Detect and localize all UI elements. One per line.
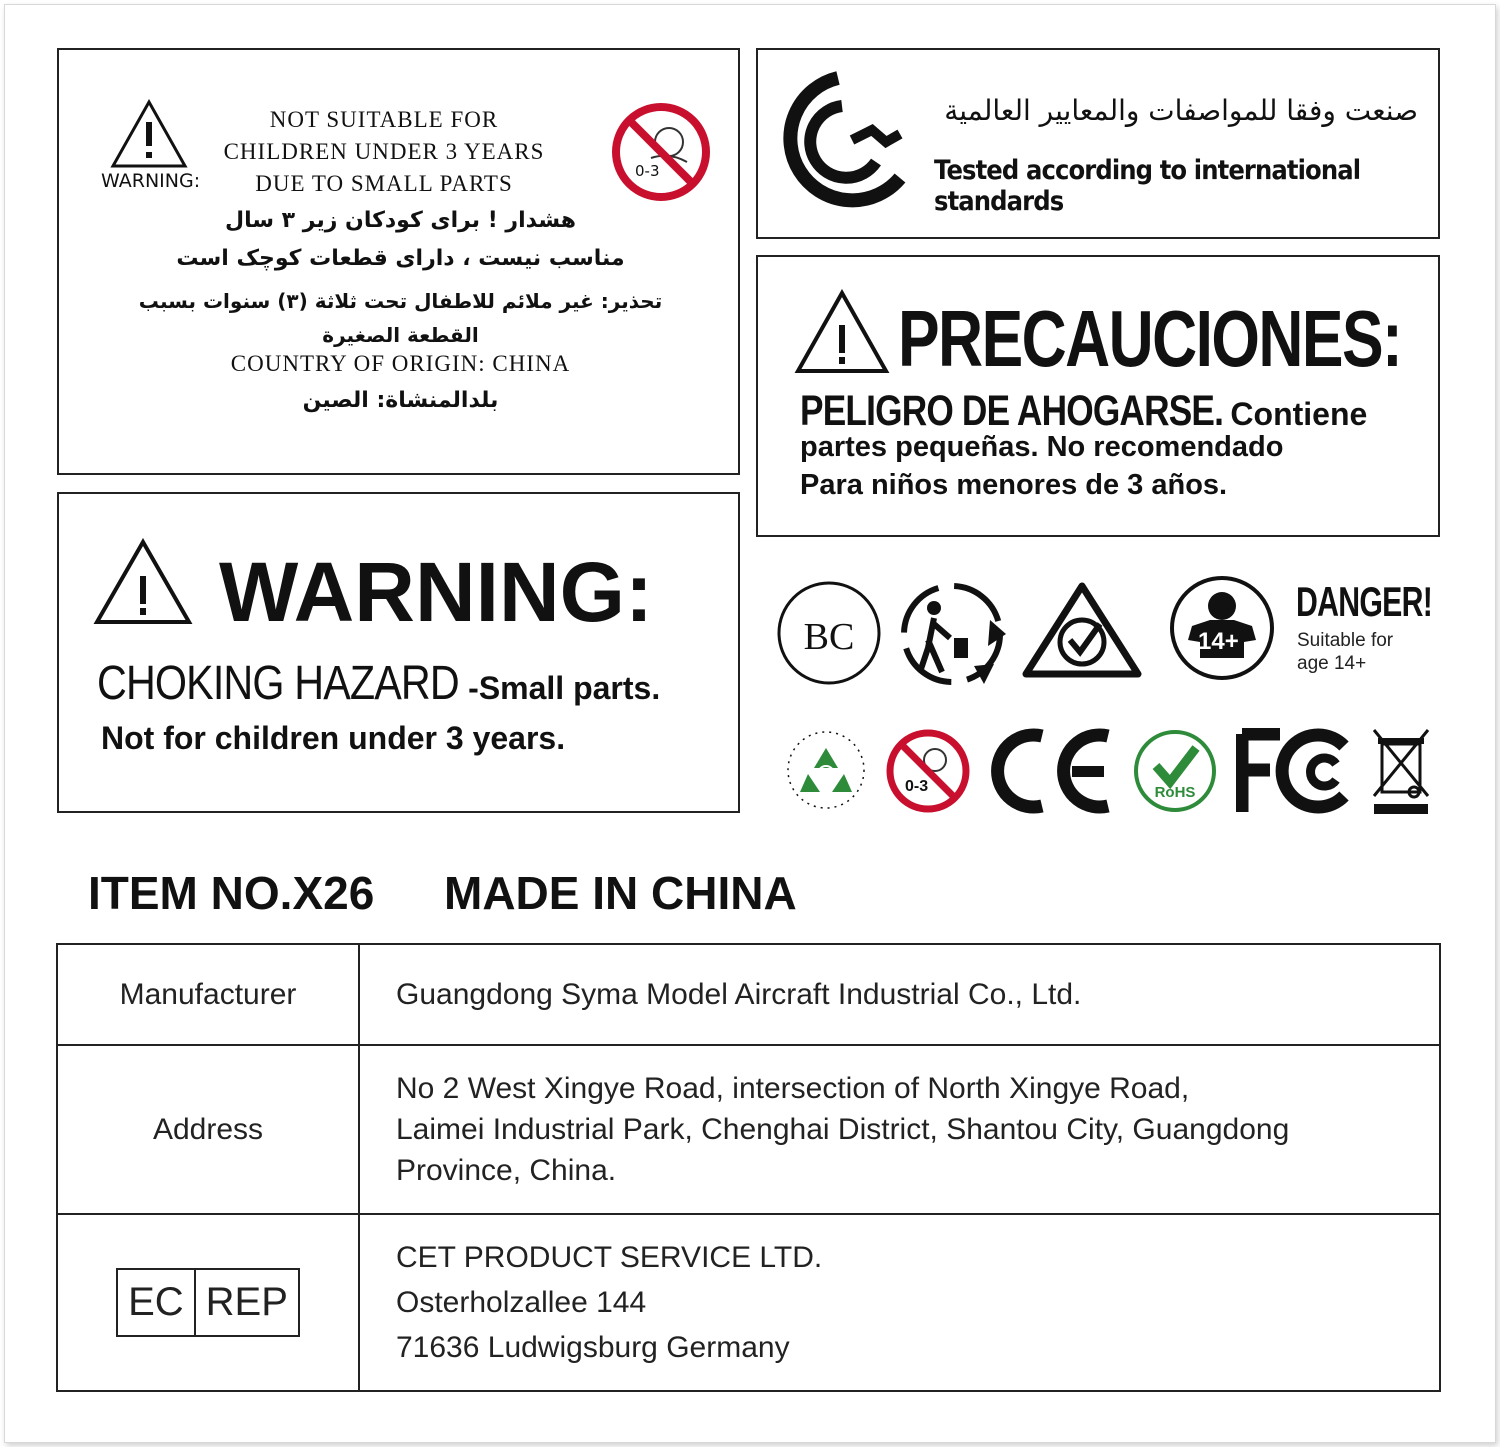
manufacturer-label: Manufacturer xyxy=(57,944,359,1045)
no-under-3-icon xyxy=(611,102,711,202)
weee-bin-icon xyxy=(1370,726,1432,818)
age-badge: 0-3 xyxy=(905,778,929,795)
danger-title: DANGER! xyxy=(1296,578,1433,625)
age-badge: 0-3 xyxy=(635,162,660,180)
warning-line: DUE TO SMALL PARTS xyxy=(255,171,513,196)
precauciones-line-2: partes pequeñas. No recomendado xyxy=(800,431,1284,463)
arabic-line: القطعة الصغيرة xyxy=(322,323,479,347)
ec-rep-symbol xyxy=(116,1268,300,1337)
fcc-mark-icon xyxy=(1236,728,1354,814)
address-label: Address xyxy=(57,1045,359,1214)
standards-arabic: صنعت وفقا للمواصفات والمعايير العالمية xyxy=(944,94,1418,127)
warning-label-multilingual xyxy=(57,48,740,475)
persian-line: مناسب نیست ، دارای قطعات کوچک است xyxy=(176,246,625,271)
persian-warning xyxy=(79,202,722,278)
bc-text: BC xyxy=(803,616,855,658)
rcm-triangle-icon xyxy=(1020,580,1144,680)
origin-en: COUNTRY OF ORIGIN: CHINA xyxy=(230,351,571,376)
rep-line: 71636 Ludwigsburg Germany xyxy=(396,1331,790,1364)
tidyman-recycle-icon xyxy=(898,580,1008,688)
table-row xyxy=(57,1045,1440,1214)
age-14-badge: 14+ xyxy=(1198,628,1239,655)
danger-line-1: Suitable for xyxy=(1297,630,1394,651)
ce-mark-icon xyxy=(990,728,1114,814)
warning-label-choking xyxy=(57,492,740,813)
address-line: Laimei Industrial Park, Chenghai District, Shantou City, Guangdong xyxy=(396,1113,1290,1146)
ec-rep-cell xyxy=(57,1214,359,1391)
arabic-warning xyxy=(79,284,722,352)
table-row xyxy=(57,944,1440,1045)
address-value xyxy=(359,1045,1440,1214)
no-under-3-icon xyxy=(885,728,971,814)
standards-logo-icon xyxy=(780,70,910,210)
precauciones-label xyxy=(756,255,1440,537)
choking-hazard-line xyxy=(97,656,660,711)
warning-line: CHILDREN UNDER 3 YEARS xyxy=(223,139,545,164)
standards-label xyxy=(756,48,1440,239)
warning-triangle-icon xyxy=(109,98,189,170)
choking-hazard: CHOKING HAZARD xyxy=(97,657,459,710)
rep-label: REP xyxy=(194,1270,298,1335)
contiene-text: Contiene xyxy=(1230,396,1368,432)
small-parts: -Small parts. xyxy=(468,670,661,706)
danger-line-2: age 14+ xyxy=(1297,653,1367,674)
rep-line: Osterholzallee 144 xyxy=(396,1286,647,1319)
table-row xyxy=(57,1214,1440,1391)
warning-word: WARNING: xyxy=(101,170,201,192)
arabic-line: تحذير: غير ملائم للاطفال تحت ثلاثة (٣) سنوات بسبب xyxy=(138,289,663,313)
address-line: No 2 West Xingye Road, intersection of North Xingye Road, xyxy=(396,1072,1190,1105)
warning-title: WARNING: xyxy=(219,545,653,639)
rohs-text: RoHS xyxy=(1154,784,1196,801)
origin-ar: بلدالمنشاة: الصين xyxy=(302,388,499,413)
manufacturer-value: Guangdong Syma Model Aircraft Industrial Co., Ltd. xyxy=(359,944,1440,1045)
made-in-china: MADE IN CHINA xyxy=(444,867,797,919)
manufacturer-info-table xyxy=(56,943,1441,1392)
choking-bold: PELIGRO DE AHOGARSE. xyxy=(800,387,1224,435)
warning-line: NOT SUITABLE FOR xyxy=(269,107,499,132)
rohs-icon xyxy=(1132,728,1218,814)
warning-triangle-icon xyxy=(93,538,193,626)
item-number: ITEM NO.X26 xyxy=(88,867,375,919)
ec-label: EC xyxy=(128,1280,184,1324)
not-for-children: Not for children under 3 years. xyxy=(101,720,566,756)
warning-text-en xyxy=(199,104,569,200)
address-line: Province, China. xyxy=(396,1154,617,1187)
rep-value xyxy=(359,1214,1440,1391)
standards-english: Tested according to international standards xyxy=(934,155,1361,217)
rep-line: CET PRODUCT SERVICE LTD. xyxy=(396,1241,823,1274)
please-recycle-icon xyxy=(784,728,868,812)
precauciones-title: PRECAUCIONES: xyxy=(898,294,1402,383)
warning-triangle-icon xyxy=(794,289,890,375)
precauciones-line-1 xyxy=(800,387,1367,436)
precauciones-line-3: Para niños menores de 3 años. xyxy=(800,469,1228,501)
persian-line: هشدار ! برای کودکان زیر ۳ سال xyxy=(225,208,576,233)
